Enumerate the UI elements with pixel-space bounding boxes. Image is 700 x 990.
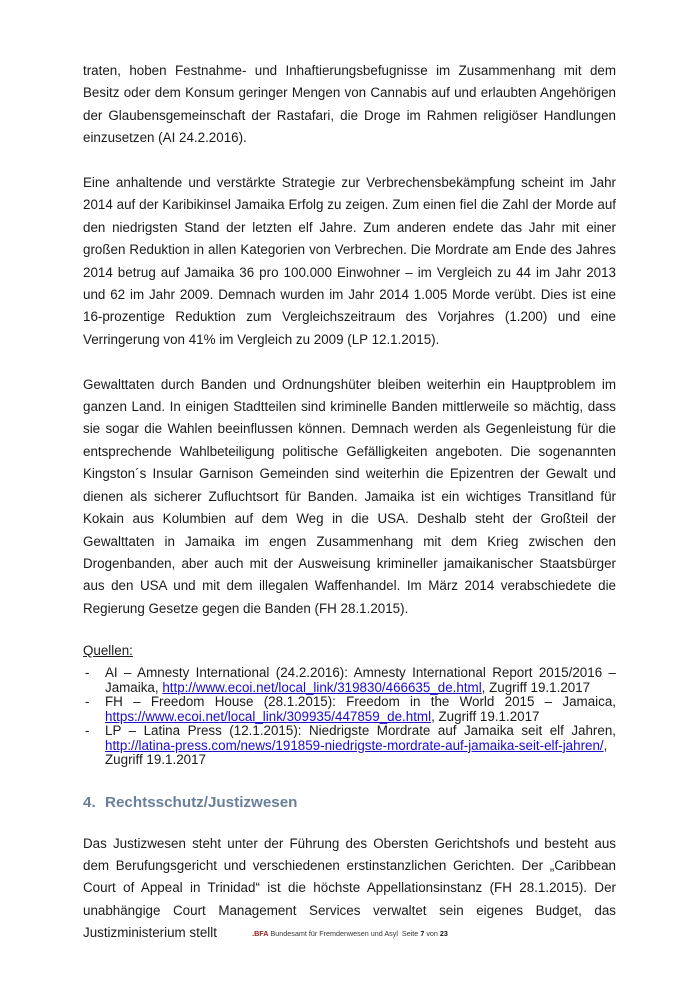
footer-page-total: 23 [439,929,448,938]
paragraph-crime-strategy: Eine anhaltende und verstärkte Strategie zur Verbrechensbekämpfung scheint im Jahr 2014 auf der Karibikinsel Jamaika Erfolg zu zeigen. Zum einen fiel die Zahl der Morde auf den niedrigsten Stand der letzten elf Jahre. Zum anderen endete das Jahr mit einer großen Reduktion in allen Kategorien von Verbrechen. Die Mordrate am Ende des Jahres 2014 betrug auf Jamaika 36 pro 100.000 Einwohner – im Vergleich zu 44 im Jahr 2013 und 62 im Jahr 2009. Demnach wurden im Jahr 2014 1.005 Morde verübt. Dies ist eine 16-prozentige Reduktion zum Vergleichszeitraum des Vorjahres (1.200) und eine Verringerung von 41% im Vergleich zu 2009 (LP 12.1.2015). [83,175,616,347]
source-link[interactable]: http://www.ecoi.net/local_link/319830/466635_de.html [162,679,482,695]
sources-title: Quellen: [83,643,133,659]
source-text: FH – Freedom House (28.1.2015): Freedom in the World 2015 – Jamaica, [105,694,616,710]
source-text: LP – Latina Press (12.1.2015): Niedrigste Mordrate auf Jamaika seit elf Jahren, [105,723,616,739]
paragraph-cannabis-law: traten, hoben Festnahme- und Inhaftierungsbefugnisse im Zusammenhang mit dem Besitz oder dem Konsum geringer Mengen von Cannabis auf und erlaubten Angehörigen der Glaubensgemeinschaft der Rastafari, die Droge im Rahmen religiöser Handlungen einzusetzen (AI 24.2.2016). [83,63,616,146]
source-access-date: , Zugriff 19.1.2017 [431,708,540,724]
footer-page-current: 7 [420,929,425,938]
section-title: Rechtsschutz/Justizwesen [105,793,298,811]
source-item [83,666,616,695]
bfa-logo-text: .BFA [252,929,269,938]
source-item [83,724,616,768]
source-access-date: , Zugriff 19.1.2017 [105,737,608,768]
bullet-dash: - [85,694,90,710]
source-item [83,695,616,724]
bullet-dash: - [85,665,90,681]
section-heading [83,793,616,813]
paragraph-gang-violence: Gewalttaten durch Banden und Ordnungshüter bleiben weiterhin ein Hauptproblem im ganzen Land. In einigen Stadtteilen sind kriminelle Banden mittlerweile so mächtig, dass sie sogar die Wahlen beeinflussen können. Demnach werden als Gegenleistung für die entsprechende Wahlbeteiligung politische Gefälligkeiten angeboten. Die sogenannten Kingston´s Insular Garnison Gemeinden sind weiterhin die Epizentren der Gewalt und dienen als sicherer Zufluchtsort für Banden. Jamaika ist ein wichtiges Transitland für Kokain aus Kolumbien auf dem Weg in die USA. Deshalb steht der Großteil der Gewalttaten in Jamaika im engen Zusammenhang mit dem Krieg zwischen den Drogenbanden, aber auch mit der Ausweisung krimineller jamaikanischer Staatsbürger aus den USA und mit dem illegalen Waffenhandel. Im März 2014 verabschiedete die Regierung Gesetze gegen die Banden (FH 28.1.2015). [83,376,616,616]
footer-page-sep: von [426,929,438,938]
bullet-dash: - [85,723,90,739]
sources-list [83,666,616,768]
source-text: AI – Amnesty International (24.2.2016): Amnesty International Report 2015/2016 – Jamaika, [105,665,616,695]
source-access-date: , Zugriff 19.1.2017 [481,679,591,695]
footer-page-label: Seite [401,929,419,938]
paragraph-justice-system: Das Justizwesen steht unter der Führung des Obersten Gerichtshofs und besteht aus dem Berufungsgericht und verschiedenen erstinstanzlichen Gerichten. Der „Caribbean Court of Appeal in Trinidad“ ist die höchste Appellationsinstanz (FH 28.1.2015). Der unabhängige Court Management Services verwaltet sein eigenes Budget, das Justizministerium stellt [83,835,616,941]
footer-org: Bundesamt für Fremdenwesen und Asyl [270,929,398,938]
source-link[interactable]: https://www.ecoi.net/local_link/309935/447859_de.html [105,708,432,724]
page-footer [0,929,700,938]
section-number: 4. [83,793,96,811]
document-page [83,60,616,945]
source-link[interactable]: http://latina-press.com/news/191859-niedrigste-mordrate-auf-jamaika-seit-elf-jahren/ [105,737,604,753]
